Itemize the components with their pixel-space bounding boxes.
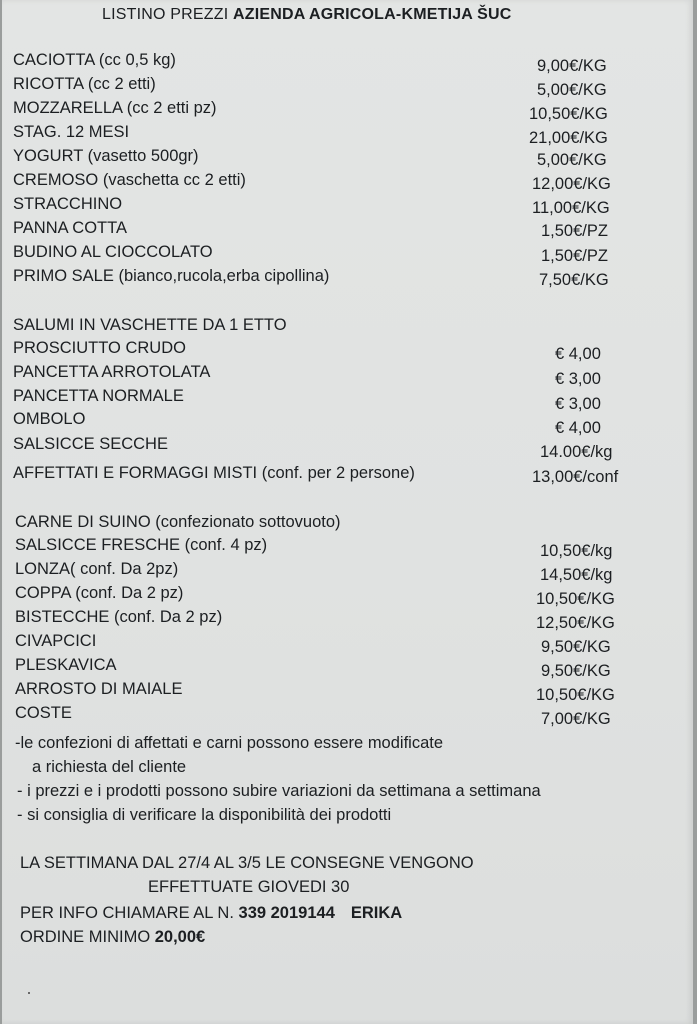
item-name: BUDINO AL CIOCCOLATO <box>13 243 213 261</box>
list-item <box>2 582 692 608</box>
minimum-order <box>20 926 205 948</box>
item-price: € 4,00 <box>555 419 601 437</box>
list-item <box>2 630 692 656</box>
item-name: PRIMO SALE (bianco,rucola,erba cipollina) <box>13 267 330 285</box>
item-price: 5,00€/KG <box>537 151 607 169</box>
item-price: 10,50€/KG <box>536 590 615 608</box>
item-price: 7,00€/KG <box>541 710 611 728</box>
list-item <box>2 702 692 728</box>
list-item <box>2 606 692 632</box>
item-price: 5,00€/KG <box>537 81 607 99</box>
title-plain: LISTINO PREZZI <box>102 6 234 23</box>
list-item <box>2 121 692 147</box>
delivery-notice: LA SETTIMANA DAL 27/4 AL 3/5 LE CONSEGNE VENGONO <box>20 854 474 872</box>
note-line: -le confezioni di affettati e carni possono essere modificate <box>15 734 444 752</box>
item-price: 7,50€/KG <box>539 271 609 289</box>
list-item <box>2 678 692 704</box>
item-price: 12,00€/KG <box>532 175 611 193</box>
list-item <box>2 49 692 75</box>
note-line: a richiesta del cliente <box>32 758 187 776</box>
list-item <box>2 433 692 461</box>
item-name: MOZZARELLA (cc 2 etti pz) <box>13 99 217 117</box>
list-item <box>2 408 692 437</box>
item-name: PLESKAVICA <box>15 656 117 674</box>
item-price: 10,50€/KG <box>529 105 608 123</box>
list-item <box>2 265 692 287</box>
item-name: COSTE <box>15 704 72 722</box>
item-name: COPPA (conf. Da 2 pz) <box>15 584 184 602</box>
list-item <box>2 145 692 167</box>
item-name: PANCETTA ARROTOLATA <box>13 363 211 381</box>
item-price: 9,50€/KG <box>541 638 611 656</box>
item-name: SALSICCE FRESCHE (conf. 4 pz) <box>15 536 268 554</box>
item-name: PROSCIUTTO CRUDO <box>13 339 186 357</box>
list-item <box>2 217 692 239</box>
list-item <box>2 361 692 388</box>
title-farm-name: AZIENDA AGRICOLA-KMETIJA ŠUC <box>233 6 512 23</box>
price-list-sheet <box>2 0 693 1024</box>
item-price: € 4,00 <box>555 345 601 363</box>
item-price: 1,50€/PZ <box>541 247 608 265</box>
section-heading: CARNE DI SUINO (confezionato sottovuoto) <box>15 513 341 531</box>
list-item <box>2 534 692 560</box>
item-name: OMBOLO <box>13 410 86 428</box>
list-item <box>2 558 692 584</box>
item-name: STRACCHINO <box>13 195 123 213</box>
note-line: - i prezzi e i prodotti possono subire variazioni da settimana a settimana <box>17 782 541 800</box>
contact-name: ERIKA <box>350 904 403 922</box>
page-title <box>102 6 512 24</box>
list-item <box>2 462 692 484</box>
item-name: CACIOTTA (cc 0,5 kg) <box>13 51 176 69</box>
item-name: CREMOSO (vaschetta cc 2 etti) <box>13 171 246 189</box>
item-price: 10,50€/KG <box>536 686 615 704</box>
item-price: 1,50€/PZ <box>541 222 608 240</box>
list-item <box>2 241 692 263</box>
item-price: 14,50€/kg <box>540 566 613 584</box>
list-item <box>2 97 692 123</box>
list-item <box>2 193 692 215</box>
delivery-date: EFFETTUATE GIOVEDI 30 <box>148 878 350 896</box>
item-name: STAG. 12 MESI <box>13 123 130 141</box>
item-name: AFFETTATI E FORMAGGI MISTI (conf. per 2 persone) <box>13 464 415 482</box>
item-name: LONZA( conf. Da 2pz) <box>15 560 179 578</box>
contact-info <box>20 902 402 924</box>
item-price: 9,00€/KG <box>537 57 607 75</box>
item-name: CIVAPCICI <box>15 632 97 650</box>
note-line: - si consiglia di verificare la disponibilità dei prodotti <box>17 806 392 824</box>
item-name: RICOTTA (cc 2 etti) <box>13 75 156 93</box>
item-price: 10,50€/kg <box>540 542 613 560</box>
contact-prefix: PER INFO CHIAMARE AL N. <box>20 904 239 922</box>
item-name: SALSICCE SECCHE <box>13 435 168 453</box>
item-price: 11,00€/KG <box>532 199 610 217</box>
list-item <box>2 654 692 680</box>
list-item <box>2 73 692 99</box>
phone-number: 339 2019144 <box>238 904 335 922</box>
item-price: 13,00€/conf <box>532 468 619 486</box>
item-price: 14.00€/kg <box>540 443 613 461</box>
item-price: € 3,00 <box>555 370 601 388</box>
item-name: PANNA COTTA <box>13 219 127 237</box>
item-name: ARROSTO DI MAIALE <box>15 680 183 698</box>
section-heading: SALUMI IN VASCHETTE DA 1 ETTO <box>13 316 287 334</box>
minimum-order-value: 20,00€ <box>154 928 206 946</box>
item-price: 9,50€/KG <box>541 662 611 680</box>
list-item <box>2 169 692 191</box>
minimum-order-label: ORDINE MINIMO <box>20 928 155 946</box>
item-name: BISTECCHE (conf. Da 2 pz) <box>15 608 223 626</box>
list-item <box>2 337 692 363</box>
item-name: YOGURT (vasetto 500gr) <box>13 147 199 165</box>
list-item <box>2 385 692 413</box>
item-price: 12,50€/KG <box>536 614 615 632</box>
item-price: 21,00€/KG <box>529 129 608 147</box>
item-name: PANCETTA NORMALE <box>13 387 184 405</box>
paper-speck <box>28 992 30 994</box>
item-price: € 3,00 <box>555 395 601 413</box>
